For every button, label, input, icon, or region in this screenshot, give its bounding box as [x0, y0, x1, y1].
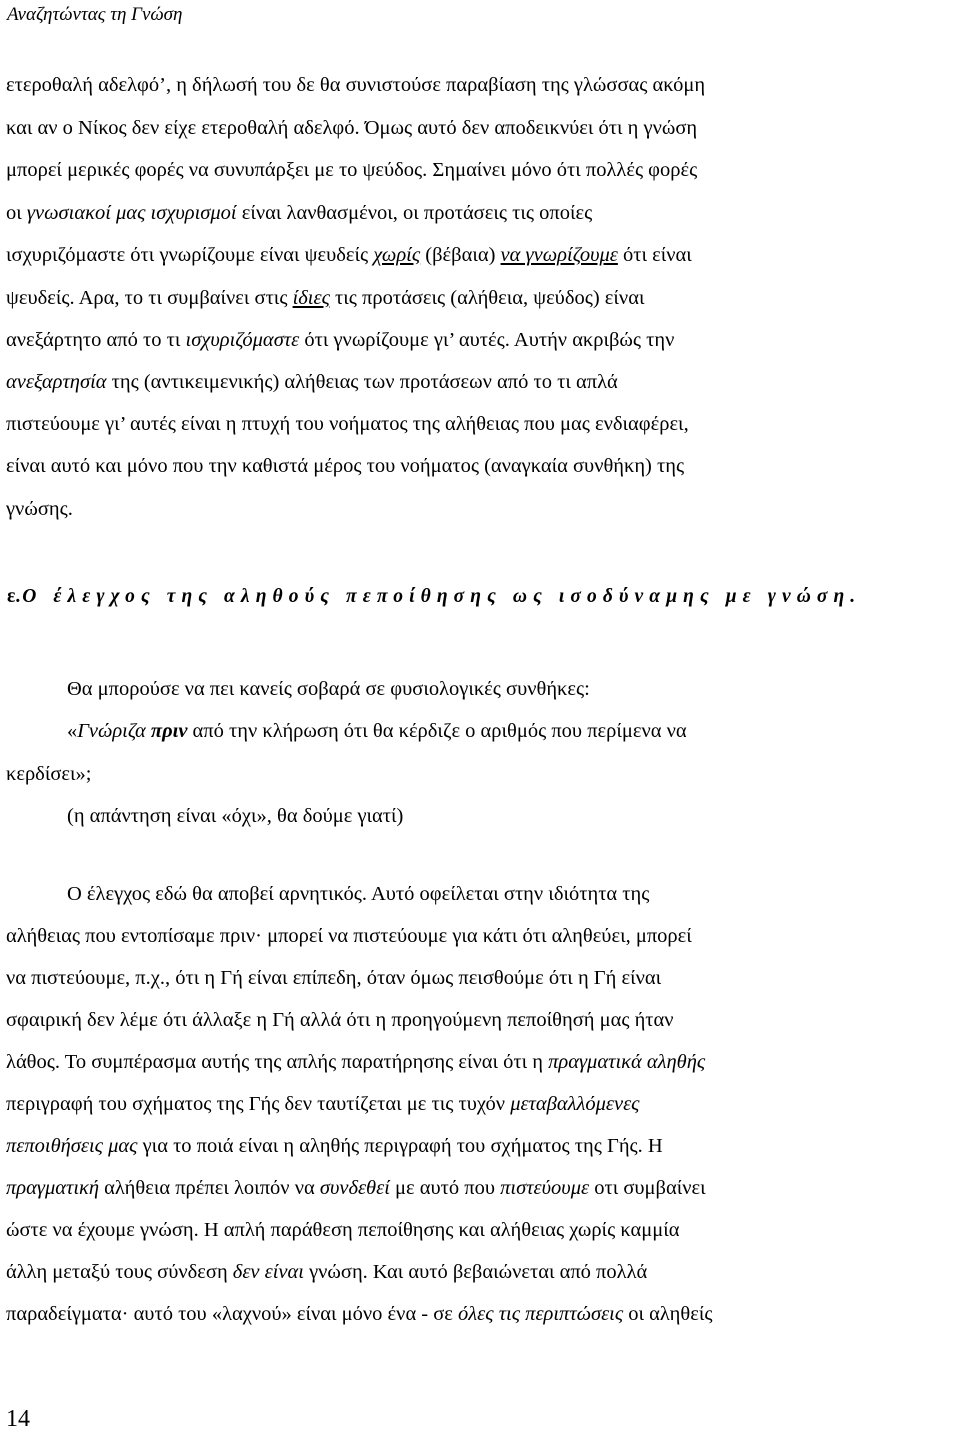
text-line: ετεροθαλή αδελφό’, η δήλωσή του δε θα συνιστούσε παραβίαση της γλώσσας ακόμη	[6, 74, 706, 96]
emphasis: πεποιθήσεις μας	[6, 1135, 138, 1157]
text-line: μπορεί μερικές φορές να συνυπάρξει με το ψεύδος. Σημαίνει μόνο ότι πολλές φορές	[6, 159, 698, 181]
section-number: ε.	[7, 586, 21, 607]
text-line: οι γνωσιακοί μας ισχυρισμοί είναι λανθασμένοι, οι προτάσεις τις οποίες	[6, 202, 593, 224]
emphasis: ίδιες	[292, 287, 330, 309]
text-line: ανεξαρτησία της (αντικειμενικής) αλήθειας των προτάσεων από το τι απλά	[6, 371, 618, 393]
text-line: (η απάντηση είναι «όχι», θα δούμε γιατί)	[67, 805, 404, 827]
text-line: παραδείγματα· αυτό του «λαχνού» είναι μόνο ένα - σε όλες τις περιπτώσεις οι αληθείς	[6, 1303, 713, 1325]
emphasis: να γνωρίζουμε	[500, 244, 618, 266]
text-line: γνώσης.	[6, 498, 73, 520]
text-line: «Γνώριζα πριν από την κλήρωση ότι θα κέρδιζε ο αριθμός που περίμενα να	[67, 720, 687, 742]
emphasis: γνωσιακοί μας ισχυρισμοί	[26, 202, 237, 224]
text-line: σφαιρική δεν λέμε ότι άλλαξε η Γή αλλά ότι η προηγούμενη πεποίθησή μας ήταν	[6, 1009, 674, 1031]
emphasis: Γνώριζα	[77, 720, 146, 742]
emphasis: χωρίς	[373, 244, 421, 266]
emphasis: πραγματική	[6, 1177, 100, 1199]
text-line: Θα μπορούσε να πει κανείς σοβαρά σε φυσιολογικές συνθήκες:	[67, 678, 590, 700]
emphasis: δεν είναι	[232, 1261, 304, 1283]
text-line: ώστε να έχουμε γνώση. Η απλή παράθεση πεποίθησης και αλήθειας χωρίς καμμία	[6, 1219, 680, 1241]
emphasis: πραγματικά αληθής	[548, 1051, 706, 1073]
emphasis: ισχυριζόμαστε	[185, 329, 300, 351]
emphasis: συνδεθεί	[319, 1177, 390, 1199]
section-heading: Ο έλεγχος της αληθούς πεποίθησης ως ισοδύναμης με γνώση.	[22, 586, 862, 607]
text-line: περιγραφή του σχήματος της Γής δεν ταυτίζεται με τις τυχόν μεταβαλλόμενες	[6, 1093, 640, 1115]
text-line: είναι αυτό και μόνο που την καθιστά μέρος του νοήματος (αναγκαία συνθήκη) της	[6, 455, 685, 477]
text-line: ψευδείς. Αρα, το τι συμβαίνει στις ίδιες τις προτάσεις (αλήθεια, ψεύδος) είναι	[6, 287, 645, 309]
text-line: και αν ο Νίκος δεν είχε ετεροθαλή αδελφό. Όμως αυτό δεν αποδεικνύει ότι η γνώση	[6, 117, 698, 139]
section-title	[7, 583, 861, 611]
text-line: πραγματική αλήθεια πρέπει λοιπόν να συνδεθεί με αυτό που πιστεύουμε οτι συμβαίνει	[6, 1177, 706, 1199]
emphasis: όλες τις περιπτώσεις	[458, 1303, 624, 1325]
emphasis: μεταβαλλόμενες	[510, 1093, 640, 1115]
text-line: ισχυριζόμαστε ότι γνωρίζουμε είναι ψευδείς χωρίς (βέβαια) να γνωρίζουμε ότι είναι	[6, 244, 692, 266]
text-line: λάθος. Το συμπέρασμα αυτής της απλής παρατήρησης είναι ότι η πραγματικά αληθής	[6, 1051, 706, 1073]
text-line: να πιστεύουμε, π.χ., ότι η Γή είναι επίπεδη, όταν όμως πεισθούμε ότι η Γή είναι	[6, 967, 662, 989]
text-line: αλήθειας που εντοπίσαμε πριν· μπορεί να πιστεύουμε για κάτι ότι αληθεύει, μπορεί	[6, 925, 692, 947]
running-header: Αναζητώντας τη Γνώση	[7, 4, 183, 25]
text-line: πιστεύουμε γι’ αυτές είναι η πτυχή του νοήματος της αλήθειας που μας ενδιαφέρει,	[6, 413, 689, 435]
text-line: κερδίσει»;	[6, 763, 92, 785]
emphasis-strong: πριν	[150, 720, 188, 742]
text-line: πεποιθήσεις μας για το ποιά είναι η αληθής περιγραφή του σχήματος της Γής. Η	[6, 1135, 663, 1157]
text-line: Ο έλεγχος εδώ θα αποβεί αρνητικός. Αυτό οφείλεται στην ιδιότητα της	[67, 883, 650, 905]
text-line: ανεξάρτητο από το τι ισχυριζόμαστε ότι γνωρίζουμε γι’ αυτές. Αυτήν ακριβώς την	[6, 329, 675, 351]
emphasis: ανεξαρτησία	[6, 371, 107, 393]
page-number: 14	[6, 1406, 30, 1432]
emphasis: πιστεύουμε	[500, 1177, 590, 1199]
text-line: άλλη μεταξύ τους σύνδεση δεν είναι γνώση. Και αυτό βεβαιώνεται από πολλά	[6, 1261, 648, 1283]
